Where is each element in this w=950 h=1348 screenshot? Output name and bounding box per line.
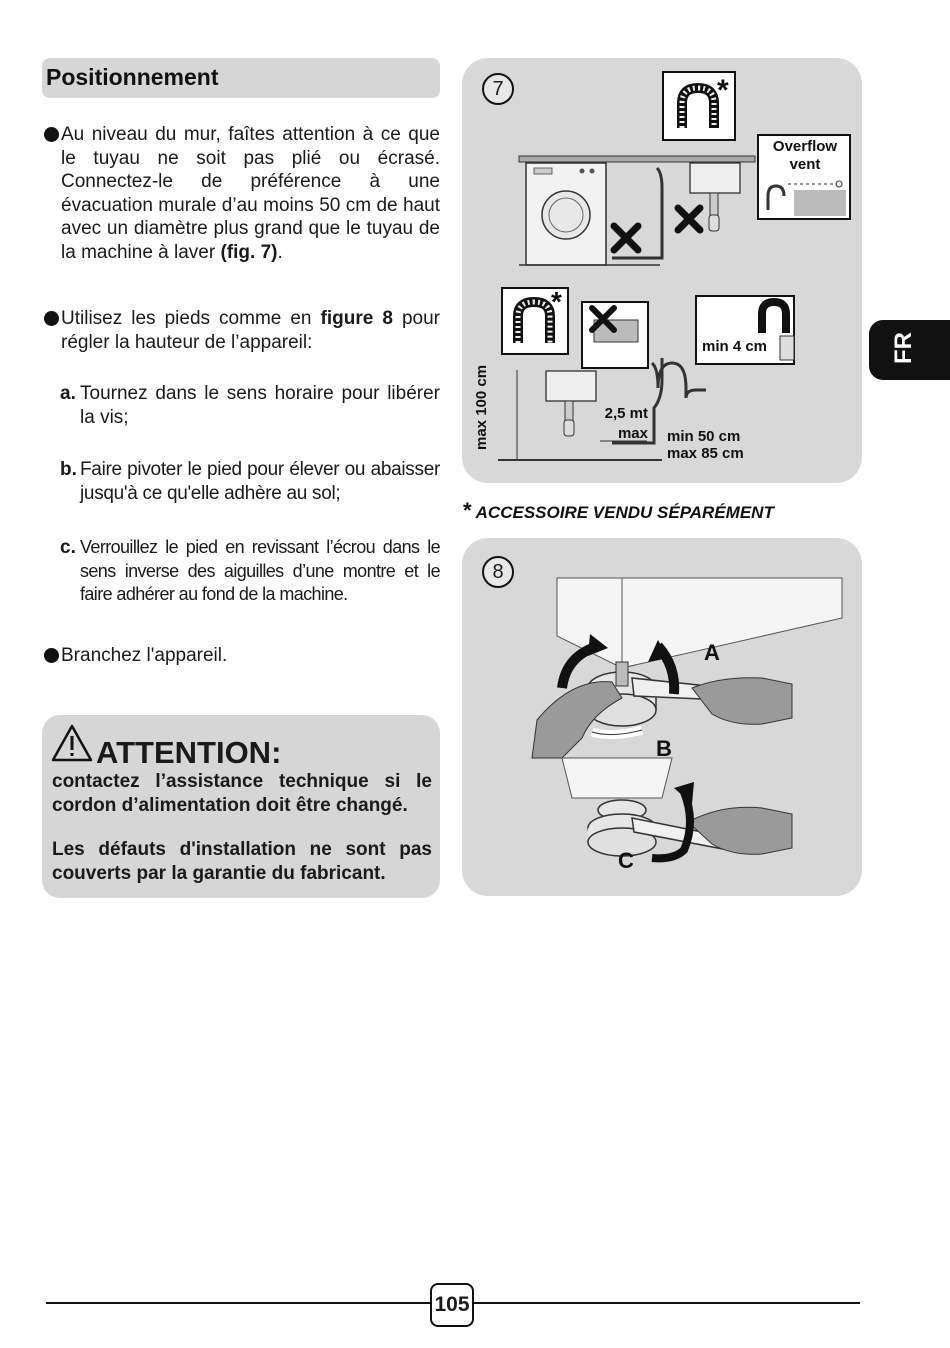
bullet-plug-in [42,644,440,668]
foot-adjustment-illustration [462,538,862,896]
max-100-cm-label: max 100 cm [473,364,490,450]
fig-reference: figure 8 [320,308,393,329]
bullet-dot [44,311,59,326]
attention-line-2: Les défauts d'installation ne sont pas couverts par la garantie du fabricant. [52,839,432,884]
step-text: Verrouillez le pied en revissant l’écrou dans le sens inverse des aiguilles d’une montre et le faire adhérer au fond de la machine. [80,537,440,604]
step-c [60,536,440,607]
step-letter: a. [60,383,76,404]
bullet-text-body: Utilisez les pieds comme en [61,308,321,329]
bullet-text [61,123,440,264]
max-85-cm-label: max 85 cm [667,445,744,462]
bullet-text-body: Au niveau du mur, faîtes attention à ce que le tuyau ne soit pas plié ou écrasé. Connectez-le de préférence à une évacuation murale d’au moins 50 cm de haut avec un diamètre plus grand que le tuyau de la machine à laver [61,124,440,263]
bullet-dot [44,127,59,142]
accessory-note [463,498,774,524]
step-text: Faire pivoter le pied pour élever ou abaisser jusqu'à ce qu'elle adhère au sol; [80,459,440,504]
accessory-note-star: * [463,498,472,523]
bullet-text-end: pour régler la hauteur de l’appareil: [61,308,441,353]
attention-title: ATTENTION: [96,735,282,770]
bullet-feet [42,307,440,354]
hose-length-label: 2,5 mt max [604,405,648,442]
accessory-star: * [717,74,729,107]
bullet-text [61,307,440,354]
language-tab [869,320,950,380]
bullet-dot [44,648,59,663]
step-letter: c. [60,537,76,558]
attention-box [42,715,440,898]
overflow-vent-label: Overflow vent [772,138,838,173]
figure-7 [462,58,862,483]
step-b [60,458,440,505]
footer-rule-left [46,1302,430,1304]
bullet-text-end: . [277,241,283,263]
page-number: 105 [430,1283,474,1327]
attention-line-1: contactez l’assistance technique si le cordon d’alimentation doit être changé. [52,771,432,816]
section-title: Positionnement [42,58,440,98]
fig-reference: (fig. 7) [220,241,278,263]
label-c: C [618,848,634,873]
warning-icon [50,723,94,763]
min-50-cm-label: min 50 cm [667,428,741,445]
step-text: Tournez dans le sens horaire pour libérer la vis; [80,383,440,428]
step-letter: b. [60,459,77,480]
drain-hose-illustration [462,58,862,483]
figure-8 [462,538,862,896]
language-tab-label: FR [890,332,917,364]
accessory-star: * [551,286,562,317]
step-a [60,382,440,429]
bullet-text: Branchez l'appareil. [61,645,228,666]
figure-number: 7 [482,73,514,105]
bullet-wall-hose [42,123,440,264]
figure-number: 8 [482,556,514,588]
accessory-note-text: ACCESSOIRE VENDU SÉPARÉMENT [475,503,774,522]
min-4-cm-label: min 4 cm [702,338,768,355]
label-b: B [656,736,672,761]
label-a: A [704,640,720,665]
footer-rule-right [474,1302,860,1304]
